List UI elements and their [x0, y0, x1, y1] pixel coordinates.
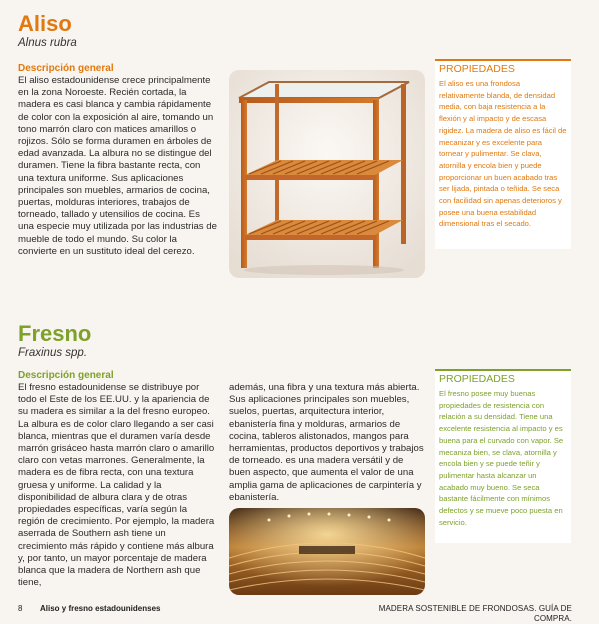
aliso-properties-heading: PROPIEDADES: [439, 63, 515, 75]
aliso-table-photo: [229, 70, 425, 278]
fresno-auditorium-photo: [229, 508, 425, 595]
fresno-properties-heading: PROPIEDADES: [439, 373, 515, 385]
page-number: 8: [18, 604, 23, 613]
aliso-species: Alnus rubra: [18, 37, 77, 49]
aliso-desc-text: El aliso estadounidense crece principalmente en la zona Noroeste. Recién cortada, la madera es casi blanca y cambia rápidamente de color con la exposición al aire, tomando un tono marrón claro con matices amarillos o rojizos. Sólo se forma duramen en árboles de edad avanzada. La albura no se distingue del duramen. Tiene la fibra bastante recta, con una textura uniforme. Sus aplicaciones principales son muebles, armarios de cocina, puertas, molduras interiores, trabajos de torneado, tallado y utensilios de cocina. Es una especie muy utilizada por las industrias de mueble de todo el mundo. Su color la convierte en un sustituto ideal del cerezo.: [18, 75, 217, 257]
aliso-title: Aliso: [18, 11, 72, 36]
fresno-title: Fresno: [18, 321, 92, 346]
fresno-species: Fraxinus spp.: [18, 347, 88, 359]
footer-guide-title: MADERA SOSTENIBLE DE FRONDOSAS. GUÍA DE COMPRA.: [378, 604, 572, 623]
aliso-desc-heading: Descripción general: [18, 63, 114, 74]
fresno-desc-text-col2: además, una fibra y una textura más abierta. Sus aplicaciones principales son muebles, suelos, puertas, arquitectura interior, ebanistería fina y molduras, armarios de cocina, tableros alistonados, mangos para herramientas, productos deportivos y trabajos de torneado. es una madera versátil y de buen aspecto, que aumenta el valor de una amplia gama de aplicaciones de carpintería y ebanistería.: [229, 382, 424, 503]
fresno-properties-text: El fresno posee muy buenas propiedades de resistencia con relación a su densidad. Tiene una excelente resistencia al impacto y es buena para el curvado con vapor. Se mecaniza bien, se clava, atornilla y encola bien y se puede teñir y pulimentar hasta alcanzar un acabado muy bueno. Se seca bastante fácilmente con mínimos defectos y se mueve poco puesta en servicio.: [439, 389, 564, 527]
fresno-desc-heading: Descripción general: [18, 370, 114, 381]
fresno-properties-box: [435, 369, 571, 543]
footer-section-label: Aliso y fresno estadounidenses: [40, 604, 161, 613]
aliso-properties-box: [435, 59, 571, 249]
aliso-properties-text: El aliso es una frondosa relativamente blanda, de densidad media, con baja resistencia a la flexión y al impacto y de escasa rigidez. La madera de aliso es fácil de mecanizar y es excelente para tornear y pulimentar. Se clava, atornilla y encola bien y puede proporcionar un buen acabado tras ser lijada, pintada o teñida. Se seca con facilidad sin apenas deterioros y posee una buena estabilidad dimensional tras el secado.: [439, 79, 567, 229]
fresno-desc-text-col1: El fresno estadounidense se distribuye por todo el Este de los EE.UU. y la apariencia de su madera es similar a la del fresno europeo. La albura es de color claro llegando a ser casi blanca, mientras que el duramen varía desde marrón grisáceo hasta marrón claro o amarillo claro con vetas marrones. Generalmente, la madera es de fibra recta, con una textura gruesa y uniforme. La calidad y la disponibilidad de albura clara y de otras propiedades específicas, varía según la región de crecimiento. Por ejemplo, la madera aserrada de Southern ash tiene un crecimiento más rápido y contiene más albura y, por tanto, un mayor porcentaje de madera blanca que la madera de Northern ash que tiene,: [18, 382, 215, 589]
